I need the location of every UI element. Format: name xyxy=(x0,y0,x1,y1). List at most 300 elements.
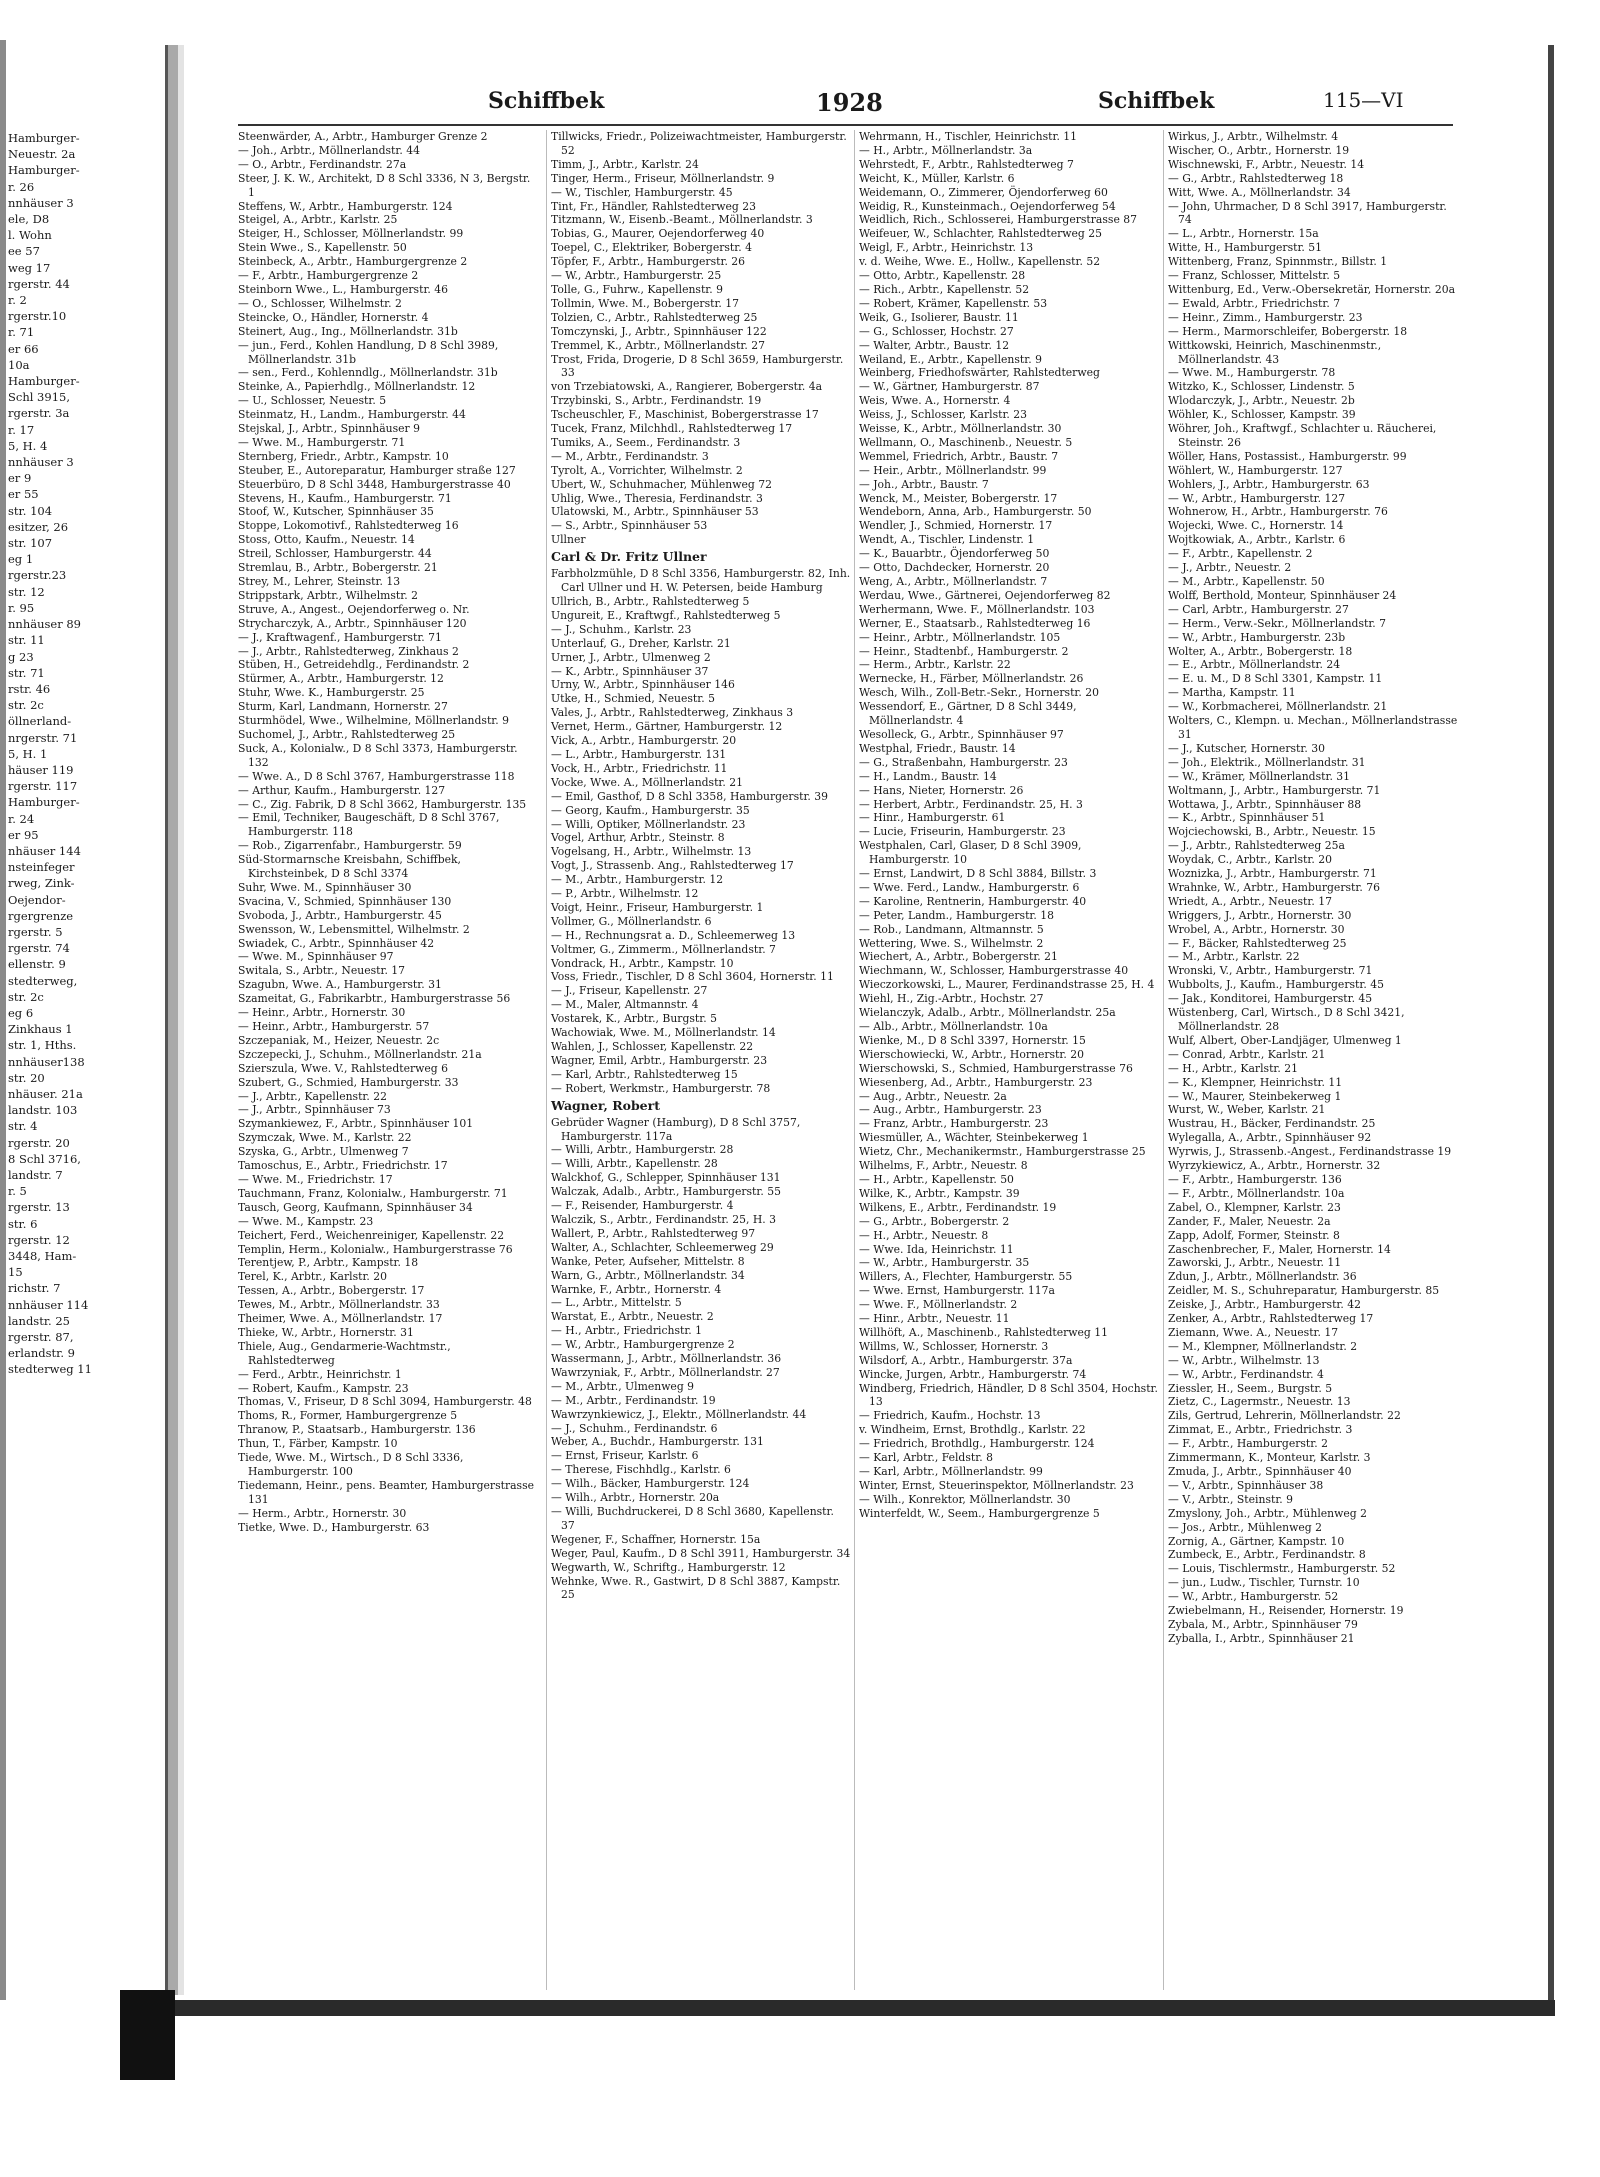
directory-entry: Voltmer, G., Zimmerm., Möllnerlandstr. 7 xyxy=(551,942,776,956)
directory-entry: Stejskal, J., Arbtr., Spinnhäuser 9 xyxy=(238,422,420,436)
column-2 xyxy=(546,130,851,1990)
directory-entry: — Wwe. Ida, Heinrichstr. 11 xyxy=(859,1242,1014,1256)
directory-entry: Wöhrer, Joh., Kraftwgf., Schlachter u. Räucherei, Steinstr. 26 xyxy=(1168,422,1437,449)
directory-entry: — M., Maler, Altmannstr. 4 xyxy=(551,998,699,1012)
directory-entry: Warstat, E., Arbtr., Neuestr. 2 xyxy=(551,1310,714,1324)
directory-entry: Steenwärder, A., Arbtr., Hamburger Grenze 2 xyxy=(238,130,488,143)
fragment-line: Hamburger- xyxy=(8,131,80,145)
directory-entry: Vick, A., Arbtr., Hamburgerstr. 20 xyxy=(551,734,737,748)
page-right-edge xyxy=(1548,45,1554,2010)
directory-entry: Weidemann, O., Zimmerer, Öjendorferweg 60 xyxy=(859,185,1108,199)
fragment-line: nhäuser 144 xyxy=(8,843,81,858)
directory-entry: Stuhr, Wwe. K., Hamburgerstr. 25 xyxy=(238,686,425,700)
directory-entry: Weigl, F., Arbtr., Heinrichstr. 13 xyxy=(859,241,1034,255)
scan-black-block xyxy=(120,1990,175,2080)
directory-entry: — Robert, Krämer, Kapellenstr. 53 xyxy=(859,296,1048,310)
directory-entry: — F., Arbtr., Hamburgerstr. 136 xyxy=(1168,1172,1342,1186)
fragment-line: r. 71 xyxy=(8,325,35,340)
directory-entry: Steffens, W., Arbtr., Hamburgerstr. 124 xyxy=(238,199,453,213)
column-4 xyxy=(1163,130,1458,1990)
directory-entry: Wilkens, E., Arbtr., Ferdinandstr. 19 xyxy=(859,1200,1057,1214)
fragment-line: str. 107 xyxy=(8,536,53,551)
fragment-line: 8 Schl 3716, xyxy=(8,1151,81,1166)
fragment-line: rgergrenze xyxy=(8,908,74,923)
directory-entry: Woznizka, J., Arbtr., Hamburgerstr. 71 xyxy=(1168,867,1377,881)
directory-entry: Wustrau, H., Bäcker, Ferdinandstr. 25 xyxy=(1168,1117,1376,1131)
fragment-line: häuser 119 xyxy=(8,762,74,777)
fragment-line: stedterweg, xyxy=(8,973,78,988)
directory-entry: — Joh., Elektrik., Möllnerlandstr. 31 xyxy=(1168,755,1366,769)
directory-entry: Weidig, R., Kunsteinmach., Oejendorferweg 54 xyxy=(859,199,1116,213)
directory-entry: Unterlauf, G., Dreher, Karlstr. 21 xyxy=(551,636,731,650)
directory-entry: Sturm, Karl, Landmann, Hornerstr. 27 xyxy=(238,700,448,714)
directory-entry: — Wwe. M., Friedrichstr. 17 xyxy=(238,1172,393,1186)
directory-entry: Stevens, H., Kaufm., Hamburgerstr. 71 xyxy=(238,491,452,505)
directory-entry: Wurst, W., Weber, Karlstr. 21 xyxy=(1168,1103,1326,1117)
directory-entry: Zietz, C., Lagermstr., Neuestr. 13 xyxy=(1168,1395,1351,1409)
directory-entry: — Franz, Arbtr., Hamburgerstr. 23 xyxy=(859,1117,1049,1131)
directory-entry: Wöhler, K., Schlosser, Kampstr. 39 xyxy=(1168,408,1356,422)
fragment-line: str. 11 xyxy=(8,633,45,648)
directory-entry: Wawrzyniak, F., Arbtr., Möllnerlandstr. 27 xyxy=(551,1365,780,1379)
directory-entry: Steer, J. K. W., Architekt, D 8 Schl 3336, N 3, Bergstr. 1 xyxy=(238,171,531,199)
directory-entry: Templin, Herm., Kolonialw., Hamburgerstrasse 76 xyxy=(238,1242,513,1256)
directory-entry: — Jak., Konditorei, Hamburgerstr. 45 xyxy=(1168,992,1373,1006)
directory-entry: — J., Friseur, Kapellenstr. 27 xyxy=(551,984,708,998)
directory-entry: Zyballa, I., Arbtr., Spinnhäuser 21 xyxy=(1168,1631,1355,1645)
directory-entry: — O., Arbtr., Ferdinandstr. 27a xyxy=(238,157,407,171)
directory-entry: Wubbolts, J., Kaufm., Hamburgerstr. 45 xyxy=(1168,978,1384,992)
directory-entry: — K., Arbtr., Spinnhäuser 37 xyxy=(551,664,709,678)
directory-entry: Wiesenberg, Ad., Arbtr., Hamburgerstr. 23 xyxy=(859,1075,1093,1089)
fragment-line: r. 17 xyxy=(8,422,35,437)
directory-entry: — W., Arbtr., Hamburgerstr. 35 xyxy=(859,1256,1030,1270)
directory-entry: Vales, J., Arbtr., Rahlstedterweg, Zinkhaus 3 xyxy=(551,706,794,720)
directory-entry: Vogelsang, H., Arbtr., Wilhelmstr. 13 xyxy=(551,845,752,859)
fragment-line: nrgerstr. 71 xyxy=(8,730,78,745)
directory-entry: — V., Arbtr., Steinstr. 9 xyxy=(1168,1492,1294,1506)
directory-entry: — Heir., Arbtr., Möllnerlandstr. 99 xyxy=(859,463,1047,477)
directory-entry: Teichert, Ferd., Weichenreiniger, Kapellenstr. 22 xyxy=(238,1228,505,1242)
fragment-line: eg 1 xyxy=(8,552,34,567)
directory-entry: — Ewald, Arbtr., Friedrichstr. 7 xyxy=(1168,296,1341,310)
directory-entry: — Robert, Werkmstr., Hamburgerstr. 78 xyxy=(551,1081,771,1095)
directory-entry: Wojciechowski, B., Arbtr., Neuestr. 15 xyxy=(1168,825,1376,839)
previous-page-fragment xyxy=(8,130,158,1980)
directory-entry: Steinke, A., Papierhdlg., Möllnerlandstr. 12 xyxy=(238,380,476,394)
directory-entry: Thiele, Aug., Gendarmerie-Wachtmstr., Rahlstedterweg xyxy=(238,1339,451,1367)
directory-entry: — Karl, Arbtr., Möllnerlandstr. 99 xyxy=(859,1465,1043,1478)
fragment-line: Hamburger- xyxy=(8,795,80,810)
directory-entry: — W., Krämer, Möllnerlandstr. 31 xyxy=(1168,769,1351,783)
directory-entry: — Wilh., Arbtr., Hornerstr. 20a xyxy=(551,1491,720,1505)
directory-entry: Zander, F., Maler, Neuestr. 2a xyxy=(1168,1214,1331,1228)
directory-entry: Stoof, W., Kutscher, Spinnhäuser 35 xyxy=(238,505,434,519)
directory-entry: Vondrack, H., Arbtr., Kampstr. 10 xyxy=(551,956,734,970)
directory-entry: Wiechert, A., Arbtr., Bobergerstr. 21 xyxy=(859,950,1058,964)
directory-entry: Wemmel, Friedrich, Arbtr., Baustr. 7 xyxy=(859,449,1059,463)
directory-entry: — J., Arbtr., Kapellenstr. 22 xyxy=(238,1089,388,1103)
fragment-line: rgerstr. 13 xyxy=(8,1200,70,1215)
directory-entry: Wenck, M., Meister, Bobergerstr. 17 xyxy=(859,491,1058,505)
directory-entry: — Willi, Optiker, Möllnerlandstr. 23 xyxy=(551,817,746,831)
directory-entry: Tolle, G., Fuhrw., Kapellenstr. 9 xyxy=(551,282,724,296)
directory-entry: Szymczak, Wwe. M., Karlstr. 22 xyxy=(238,1131,412,1145)
directory-entry: — W., Korbmacherei, Möllnerlandstr. 21 xyxy=(1168,700,1388,714)
directory-entry: Wriggers, J., Arbtr., Hornerstr. 30 xyxy=(1168,908,1352,922)
directory-entry: — W., Tischler, Hamburgerstr. 45 xyxy=(551,185,733,199)
directory-entry: — Herm., Verw.-Sekr., Möllnerlandstr. 7 xyxy=(1168,616,1387,630)
directory-entry: — M., Arbtr., Kapellenstr. 50 xyxy=(1168,575,1325,588)
directory-entry: — Friedrich, Kaufm., Hochstr. 13 xyxy=(859,1409,1041,1423)
fragment-line: 5, H. 4 xyxy=(8,438,48,453)
directory-entry: — H., Arbtr., Neuestr. 8 xyxy=(859,1228,989,1242)
directory-entry: Zumbeck, E., Arbtr., Ferdinandstr. 8 xyxy=(1168,1548,1366,1562)
fragment-line: Neuestr. 2a xyxy=(8,147,76,162)
directory-entry: v. d. Weihe, Wwe. E., Hollw., Kapellenstr. 52 xyxy=(859,255,1101,269)
directory-entry: — Rob., Landmann, Altmannstr. 5 xyxy=(859,922,1044,936)
directory-entry: Tinger, Herm., Friseur, Möllnerlandstr. 9 xyxy=(551,171,775,185)
directory-entry: Wolff, Berthold, Monteur, Spinnhäuser 24 xyxy=(1168,588,1397,602)
fragment-line: Zinkhaus 1 xyxy=(8,1022,73,1037)
directory-entry: Svacina, V., Schmied, Spinnhäuser 130 xyxy=(238,894,452,908)
fragment-line: landstr. 103 xyxy=(8,1103,78,1118)
page-header xyxy=(238,88,1438,122)
directory-entry: Ullner xyxy=(551,533,586,547)
fragment-line: r. 24 xyxy=(8,811,35,826)
directory-entry: Walczik, S., Arbtr., Ferdinandstr. 25, H. 3 xyxy=(551,1212,776,1226)
directory-entry: — Conrad, Arbtr., Karlstr. 21 xyxy=(1168,1047,1326,1061)
directory-entry: Wegwarth, W., Schriftg., Hamburgerstr. 12 xyxy=(551,1560,786,1574)
fragment-line: g 23 xyxy=(8,649,34,664)
directory-entry: — J., Kutscher, Hornerstr. 30 xyxy=(1168,741,1325,755)
directory-entry: Wawrzynkiewicz, J., Elektr., Möllnerlandstr. 44 xyxy=(551,1407,807,1421)
directory-entry: Zapp, Adolf, Former, Steinstr. 8 xyxy=(1168,1228,1340,1242)
fragment-line: str. 2c xyxy=(8,989,44,1004)
fragment-line: ee 57 xyxy=(8,244,40,259)
directory-entry: Ziessler, H., Seem., Burgstr. 5 xyxy=(1168,1381,1333,1395)
directory-entry: Thoms, R., Former, Hamburgergrenze 5 xyxy=(238,1409,458,1423)
column-1 xyxy=(238,130,540,1990)
directory-entry: Wilke, K., Arbtr., Kampstr. 39 xyxy=(859,1186,1020,1200)
directory-entry: — W., Maurer, Steinbekerweg 1 xyxy=(1168,1089,1342,1103)
directory-entry: Wittkowski, Heinrich, Maschinenmstr., Möllnerlandstr. 43 xyxy=(1168,338,1382,366)
directory-entry: — H., Rechnungsrat a. D., Schleemerweg 13 xyxy=(551,928,796,942)
fragment-line: rgerstr. 3a xyxy=(8,406,70,421)
directory-entry: — Karoline, Rentnerin, Hamburgerstr. 40 xyxy=(859,894,1087,908)
directory-entry: — Emil, Gasthof, D 8 Schl 3358, Hamburgerstr. 39 xyxy=(551,789,829,803)
directory-entry: Zimmermann, K., Monteur, Karlstr. 3 xyxy=(1168,1451,1371,1465)
directory-entry: Szymankiewez, F., Arbtr., Spinnhäuser 101 xyxy=(238,1117,474,1131)
directory-entry: Warnke, F., Arbtr., Hornerstr. 4 xyxy=(551,1282,722,1296)
directory-entry: Wielanczyk, Adalb., Arbtr., Möllnerlandstr. 25a xyxy=(859,1006,1116,1020)
directory-entry: Wojtkowiak, A., Arbtr., Karlstr. 6 xyxy=(1168,533,1346,547)
directory-entry: Wehrmann, H., Tischler, Heinrichstr. 11 xyxy=(859,130,1078,143)
directory-entry: Timm, J., Arbtr., Karlstr. 24 xyxy=(551,157,699,171)
directory-entry: Weisse, K., Arbtr., Möllnerlandstr. 30 xyxy=(859,422,1062,436)
directory-entry: Wanke, Peter, Aufseher, Mittelstr. 8 xyxy=(551,1254,745,1268)
directory-entry: Weger, Paul, Kaufm., D 8 Schl 3911, Hamburgerstr. 34 xyxy=(551,1546,851,1560)
directory-entry: Szameitat, G., Fabrikarbtr., Hamburgerstrasse 56 xyxy=(238,992,511,1006)
directory-entry: — Walter, Arbtr., Baustr. 12 xyxy=(859,338,1010,352)
fragment-line: r. 2 xyxy=(8,293,27,308)
directory-entry: — Therese, Fischhdlg., Karlstr. 6 xyxy=(551,1463,731,1477)
directory-entry: Szubert, G., Schmied, Hamburgerstr. 33 xyxy=(238,1075,459,1089)
directory-entry: Wohlers, J., Arbtr., Hamburgerstr. 63 xyxy=(1168,477,1370,491)
directory-entry: Steinert, Aug., Ing., Möllnerlandstr. 31b xyxy=(238,324,458,338)
directory-entry: Wöller, Hans, Postassist., Hamburgerstr. 99 xyxy=(1168,449,1407,463)
fragment-line: 10a xyxy=(8,357,30,372)
directory-entry: Stein Wwe., S., Kapellenstr. 50 xyxy=(238,241,407,255)
directory-entry: Zaschenbrecher, F., Maler, Hornerstr. 14 xyxy=(1168,1242,1391,1256)
directory-entry: Wittenburg, Ed., Verw.-Obersekretär, Hornerstr. 20a xyxy=(1168,282,1456,296)
directory-entry: Vocke, Wwe. A., Möllnerlandstr. 21 xyxy=(551,775,744,789)
directory-entry: — Herm., Arbtr., Hornerstr. 30 xyxy=(238,1506,407,1520)
directory-entry: Wottawa, J., Arbtr., Spinnhäuser 88 xyxy=(1168,797,1362,811)
directory-entry: Wellmann, O., Maschinenb., Neuestr. 5 xyxy=(859,435,1073,449)
directory-entry: Thun, T., Färber, Kampstr. 10 xyxy=(238,1437,398,1451)
directory-entry: — Ernst, Friseur, Karlstr. 6 xyxy=(551,1449,699,1463)
directory-entry: Steuerbüro, D 8 Schl 3448, Hamburgerstrasse 40 xyxy=(238,477,511,491)
directory-entry: Strycharczyk, A., Arbtr., Spinnhäuser 120 xyxy=(238,616,467,630)
header-town-right: Schiffbek xyxy=(1098,88,1215,114)
directory-entry: Vernet, Herm., Gärtner, Hamburgerstr. 12 xyxy=(551,720,783,734)
directory-entry: — Joh., Arbtr., Baustr. 7 xyxy=(859,477,989,491)
directory-entry: — Karl, Arbtr., Feldstr. 8 xyxy=(859,1451,993,1465)
directory-entry: Wendler, J., Schmied, Hornerstr. 17 xyxy=(859,519,1053,533)
directory-entry: Tyrolt, A., Vorrichter, Wilhelmstr. 2 xyxy=(551,463,743,477)
directory-entry: Tint, Fr., Händler, Rahlstedterweg 23 xyxy=(551,199,756,213)
directory-entry: von Trzebiatowski, A., Rangierer, Bobergerstr. 4a xyxy=(551,380,823,394)
directory-entry: Weng, A., Arbtr., Möllnerlandstr. 7 xyxy=(859,575,1048,588)
directory-entry: — W., Gärtner, Hamburgerstr. 87 xyxy=(859,380,1040,394)
directory-entry: — K., Arbtr., Spinnhäuser 51 xyxy=(1168,811,1326,825)
directory-entry: Wietz, Chr., Mechanikermstr., Hamburgerstrasse 25 xyxy=(859,1145,1146,1159)
directory-entry: Steinmatz, H., Landm., Hamburgerstr. 44 xyxy=(238,408,466,422)
directory-entry: Tolzien, C., Arbtr., Rahlstedterweg 25 xyxy=(551,310,758,324)
directory-entry: — Wwe. Ferd., Landw., Hamburgerstr. 6 xyxy=(859,880,1080,894)
directory-entry: — Rob., Zigarrenfabr., Hamburgerstr. 59 xyxy=(238,839,462,853)
directory-entry: Wagner, Emil, Arbtr., Hamburgerstr. 23 xyxy=(551,1053,768,1067)
directory-entry: — L., Arbtr., Hamburgerstr. 131 xyxy=(551,747,727,761)
directory-entry: — L., Arbtr., Hornerstr. 15a xyxy=(1168,227,1319,241)
directory-entry: — G., Arbtr., Bobergerstr. 2 xyxy=(859,1214,1010,1228)
directory-entry: — Jos., Arbtr., Mühlenweg 2 xyxy=(1168,1520,1322,1534)
directory-entry: Sternberg, Friedr., Arbtr., Kampstr. 10 xyxy=(238,449,449,463)
directory-entry: — Wilh., Konrektor, Möllnerlandstr. 30 xyxy=(859,1492,1071,1506)
directory-entry: Wyrzykiewicz, A., Arbtr., Hornerstr. 32 xyxy=(1168,1159,1381,1173)
directory-entry: Thranow, P., Staatsarb., Hamburgerstr. 136 xyxy=(238,1423,476,1437)
directory-entry: Stürmer, A., Arbtr., Hamburgerstr. 12 xyxy=(238,672,444,686)
fragment-line: er 95 xyxy=(8,827,39,842)
column-3 xyxy=(854,130,1161,1990)
directory-entry: Wirkus, J., Arbtr., Wilhelmstr. 4 xyxy=(1168,130,1339,143)
directory-entry: Trost, Frida, Drogerie, D 8 Schl 3659, Hamburgerstr. 33 xyxy=(551,352,844,380)
scan-edge xyxy=(0,40,6,2000)
directory-entry: — Joh., Arbtr., Möllnerlandstr. 44 xyxy=(238,143,420,157)
directory-entry: Weifeuer, W., Schlachter, Rahlstedterweg 25 xyxy=(859,227,1102,241)
directory-entry: Wiesmüller, A., Wächter, Steinbekerweg 1 xyxy=(859,1131,1089,1145)
directory-entry: Switala, S., Arbtr., Neuestr. 17 xyxy=(238,964,406,978)
directory-entry: — Peter, Landm., Hamburgerstr. 18 xyxy=(859,908,1055,922)
directory-entry: Tomczynski, J., Arbtr., Spinnhäuser 122 xyxy=(551,324,767,338)
directory-entry: Witt, Wwe. A., Möllnerlandstr. 34 xyxy=(1168,185,1351,199)
binding-shadow xyxy=(178,45,184,1995)
directory-entry: — Willi, Buchdruckerei, D 8 Schl 3680, Kapellenstr. 37 xyxy=(551,1505,834,1532)
fragment-line: rgerstr. 117 xyxy=(8,779,78,794)
directory-entry: — Aug., Arbtr., Hamburgerstr. 23 xyxy=(859,1103,1042,1117)
directory-entry: — W., Arbtr., Ferdinandstr. 4 xyxy=(1168,1367,1324,1381)
directory-entry: Strippstark, Arbtr., Wilhelmstr. 2 xyxy=(238,588,418,602)
directory-entry: Westphal, Friedr., Baustr. 14 xyxy=(859,741,1016,755)
directory-entry: Windberg, Friedrich, Händler, D 8 Schl 3504, Hochstr. 13 xyxy=(859,1381,1158,1409)
directory-entry: Wallert, P., Arbtr., Rahlstedterweg 97 xyxy=(551,1226,756,1240)
directory-entry: — F., Bäcker, Rahlstedterweg 25 xyxy=(1168,936,1347,950)
directory-entry: Wolter, A., Arbtr., Bobergerstr. 18 xyxy=(1168,644,1353,658)
directory-entry: Streil, Schlosser, Hamburgerstr. 44 xyxy=(238,547,432,561)
directory-entry: Woydak, C., Arbtr., Karlstr. 20 xyxy=(1168,853,1332,867)
directory-entry: — Wilh., Bäcker, Hamburgerstr. 124 xyxy=(551,1477,750,1491)
directory-entry: — Aug., Arbtr., Neuestr. 2a xyxy=(859,1089,1007,1103)
directory-entry: Vogel, Arthur, Arbtr., Steinstr. 8 xyxy=(551,831,725,845)
directory-entry: Wincke, Jurgen, Arbtr., Hamburgerstr. 74 xyxy=(859,1367,1087,1381)
directory-entry: — Willi, Arbtr., Kapellenstr. 28 xyxy=(551,1157,718,1171)
directory-entry: — W., Arbtr., Hamburgerstr. 127 xyxy=(1168,491,1346,505)
directory-entry: Wehrstedt, F., Arbtr., Rahlstedterweg 7 xyxy=(859,157,1074,171)
directory-entry: Tauchmann, Franz, Kolonialw., Hamburgerstr. 71 xyxy=(238,1186,508,1200)
directory-entry: — Heinr., Zimm., Hamburgerstr. 23 xyxy=(1168,310,1363,324)
directory-entry: — Louis, Tischlermstr., Hamburgerstr. 52 xyxy=(1168,1562,1396,1576)
directory-entry: Töpfer, F., Arbtr., Hamburgerstr. 26 xyxy=(551,255,746,269)
fragment-line: r. 95 xyxy=(8,600,35,615)
directory-entry: Ulatowski, M., Arbtr., Spinnhäuser 53 xyxy=(551,505,759,519)
directory-entry: — Rich., Arbtr., Kapellenstr. 52 xyxy=(859,282,1030,296)
directory-entry: — J., Schuhm., Ferdinandstr. 6 xyxy=(551,1421,718,1435)
directory-entry: Weis, Wwe. A., Hornerstr. 4 xyxy=(859,394,1011,408)
directory-entry: v. Windheim, Ernst, Brothdlg., Karlstr. 22 xyxy=(859,1423,1086,1437)
directory-entry: Wronski, V., Arbtr., Hamburgerstr. 71 xyxy=(1168,964,1373,978)
directory-entry: Wierschowski, S., Schmied, Hamburgerstrasse 76 xyxy=(859,1061,1133,1075)
directory-entry: Wassermann, J., Arbtr., Möllnerlandstr. 36 xyxy=(551,1352,782,1366)
directory-entry: — J., Schuhm., Karlstr. 23 xyxy=(551,622,692,636)
directory-entry: Wojecki, Wwe. C., Hornerstr. 14 xyxy=(1168,519,1344,533)
directory-entry: Tamoschus, E., Arbtr., Friedrichstr. 17 xyxy=(238,1159,448,1173)
directory-entry: Wieczorkowski, L., Maurer, Ferdinandstrasse 25, H. 4 xyxy=(859,978,1155,992)
directory-entry: Stoppe, Lokomotivf., Rahlstedterweg 16 xyxy=(238,519,459,533)
fragment-line: stedterweg 11 xyxy=(8,1362,92,1377)
directory-entry: Tremmel, K., Arbtr., Möllnerlandstr. 27 xyxy=(551,338,765,352)
directory-entry: — W., Arbtr., Hamburgerstr. 23b xyxy=(1168,630,1346,644)
directory-entry: Wachowiak, Wwe. M., Möllnerlandstr. 14 xyxy=(551,1026,776,1040)
directory-entry: — M., Arbtr., Karlstr. 22 xyxy=(1168,950,1300,964)
directory-entry: Stoss, Otto, Kaufm., Neuestr. 14 xyxy=(238,533,415,547)
directory-entry: — H., Arbtr., Karlstr. 21 xyxy=(1168,1061,1298,1075)
directory-entry: Wendeborn, Anna, Arb., Hamburgerstr. 50 xyxy=(859,505,1092,519)
directory-entry: — W., Arbtr., Hamburgerstr. 52 xyxy=(1168,1590,1339,1604)
directory-entry: — O., Schlosser, Wilhelmstr. 2 xyxy=(238,296,402,310)
directory-entry: Sturmhödel, Wwe., Wilhelmine, Möllnerlandstr. 9 xyxy=(238,714,510,728)
fragment-line: 3448, Ham- xyxy=(8,1249,77,1264)
fragment-line: ellenstr. 9 xyxy=(8,957,66,972)
directory-entry: Steincke, O., Händler, Hornerstr. 4 xyxy=(238,310,429,324)
directory-entry: Voigt, Heinr., Friseur, Hamburgerstr. 1 xyxy=(551,900,764,914)
directory-entry: — Wwe. M., Hamburgerstr. 78 xyxy=(1168,366,1336,380)
directory-entry: Wehnke, Wwe. R., Gastwirt, D 8 Schl 3887, Kampstr. 25 xyxy=(551,1574,841,1602)
fragment-line: er 66 xyxy=(8,341,39,356)
directory-entry: Urny, W., Arbtr., Spinnhäuser 146 xyxy=(551,678,735,692)
directory-entry: — W., Arbtr., Hamburgerstr. 25 xyxy=(551,269,722,283)
directory-entry: — G., Schlosser, Hochstr. 27 xyxy=(859,324,1014,338)
fragment-line: rgerstr. 20 xyxy=(8,1135,70,1150)
directory-entry: Toepel, C., Elektriker, Bobergerstr. 4 xyxy=(551,241,752,255)
directory-entry: Wolters, C., Klempn. u. Mechan., Möllnerlandstrasse 31 xyxy=(1168,714,1458,741)
directory-entry: Wyrwis, J., Strassenb.-Angest., Ferdinandstrasse 19 xyxy=(1168,1145,1452,1159)
directory-entry: — Emil, Techniker, Baugeschäft, D 8 Schl 3767, Hamburgerstr. 118 xyxy=(238,811,500,839)
directory-entry: — J., Kraftwagenf., Hamburgerstr. 71 xyxy=(238,630,442,644)
directory-entry: Zdun, J., Arbtr., Möllnerlandstr. 36 xyxy=(1168,1270,1357,1284)
directory-entry: — H., Arbtr., Kapellenstr. 50 xyxy=(859,1172,1014,1186)
directory-entry: Suck, A., Kolonialw., D 8 Schl 3373, Hamburgerstr. 132 xyxy=(238,741,518,769)
directory-entry: Carl & Dr. Fritz Ullner xyxy=(551,549,707,565)
directory-entry: Terentjew, P., Arbtr., Kampstr. 18 xyxy=(238,1256,419,1270)
directory-entry: — E., Arbtr., Möllnerlandstr. 24 xyxy=(1168,658,1341,672)
directory-entry: Stüben, H., Getreidehdlg., Ferdinandstr. 2 xyxy=(238,658,470,672)
directory-entry: Wüstenberg, Carl, Wirtsch., D 8 Schl 3421, Möllnerlandstr. 28 xyxy=(1168,1006,1405,1033)
directory-entry: Vogt, J., Strassenb. Ang., Rahlstedterweg 17 xyxy=(551,859,794,873)
directory-entry: Zybala, M., Arbtr., Spinnhäuser 79 xyxy=(1168,1617,1358,1631)
fragment-line: l. Wohn xyxy=(8,228,52,243)
directory-entry: Tewes, M., Arbtr., Möllnerlandstr. 33 xyxy=(238,1298,440,1312)
fragment-line: nhäuser. 21a xyxy=(8,1086,83,1101)
fragment-line: nnhäuser 3 xyxy=(8,195,74,210)
fragment-line: r. 5 xyxy=(8,1184,27,1199)
directory-entry: — M., Arbtr., Ferdinandstr. 3 xyxy=(551,449,709,463)
header-page-number: 115—VI xyxy=(1323,88,1404,112)
directory-entry: Wittenberg, Franz, Spinnmstr., Billstr. 1 xyxy=(1168,255,1388,269)
directory-entry: — Robert, Kaufm., Kampstr. 23 xyxy=(238,1381,409,1395)
directory-entry: Trzybinski, S., Arbtr., Ferdinandstr. 19 xyxy=(551,394,762,408)
directory-entry: — H., Arbtr., Möllnerlandstr. 3a xyxy=(859,143,1033,157)
directory-entry: Theimer, Wwe. A., Möllnerlandstr. 17 xyxy=(238,1312,443,1326)
fragment-line: erlandstr. 9 xyxy=(8,1346,75,1361)
directory-entry: Wesch, Wilh., Zoll-Betr.-Sekr., Hornerstr. 20 xyxy=(859,686,1099,700)
directory-entry: — Otto, Dachdecker, Hornerstr. 20 xyxy=(859,561,1050,575)
directory-entry: — Willi, Arbtr., Hamburgerstr. 28 xyxy=(551,1143,734,1157)
fragment-line: esitzer, 26 xyxy=(8,519,69,534)
directory-entry: Wlodarczyk, J., Arbtr., Neuestr. 2b xyxy=(1168,394,1355,408)
directory-entry: — Herbert, Arbtr., Ferdinandstr. 25, H. 3 xyxy=(859,797,1083,811)
directory-entry: Walter, A., Schlachter, Schleemerweg 29 xyxy=(551,1240,774,1254)
directory-entry: — Franz, Schlosser, Mittelstr. 5 xyxy=(1168,269,1341,283)
fragment-line: 5, H. 1 xyxy=(8,746,48,761)
directory-entry: Zaworski, J., Arbtr., Neuestr. 11 xyxy=(1168,1256,1342,1270)
fragment-line: nsteinfeger xyxy=(8,860,75,875)
fragment-line: str. 6 xyxy=(8,1216,38,1231)
directory-entry: Tiede, Wwe. M., Wirtsch., D 8 Schl 3336, Hamburgerstr. 100 xyxy=(238,1451,464,1478)
fragment-line: rgerstr. 74 xyxy=(8,941,70,956)
directory-entry: Steinbeck, A., Arbtr., Hamburgergrenze 2 xyxy=(238,255,468,269)
directory-entry: Wriedt, A., Arbtr., Neuestr. 17 xyxy=(1168,894,1332,908)
directory-entry: Swensson, W., Lebensmittel, Wilhelmstr. 2 xyxy=(238,922,470,936)
fragment-line: er 55 xyxy=(8,487,39,502)
directory-entry: — U., Schlosser, Neuestr. 5 xyxy=(238,394,387,408)
fragment-line: rgerstr. 44 xyxy=(8,276,70,291)
directory-entry: Wilsdorf, A., Arbtr., Hamburgerstr. 37a xyxy=(859,1353,1073,1367)
directory-entry: — Hinr., Hamburgerstr. 61 xyxy=(859,811,1006,825)
directory-entry: Suchomel, J., Arbtr., Rahlstedterweg 25 xyxy=(238,727,456,741)
directory-entry: — Otto, Arbtr., Kapellenstr. 28 xyxy=(859,269,1026,283)
directory-entry: Wendt, A., Tischler, Lindenstr. 1 xyxy=(859,533,1035,547)
